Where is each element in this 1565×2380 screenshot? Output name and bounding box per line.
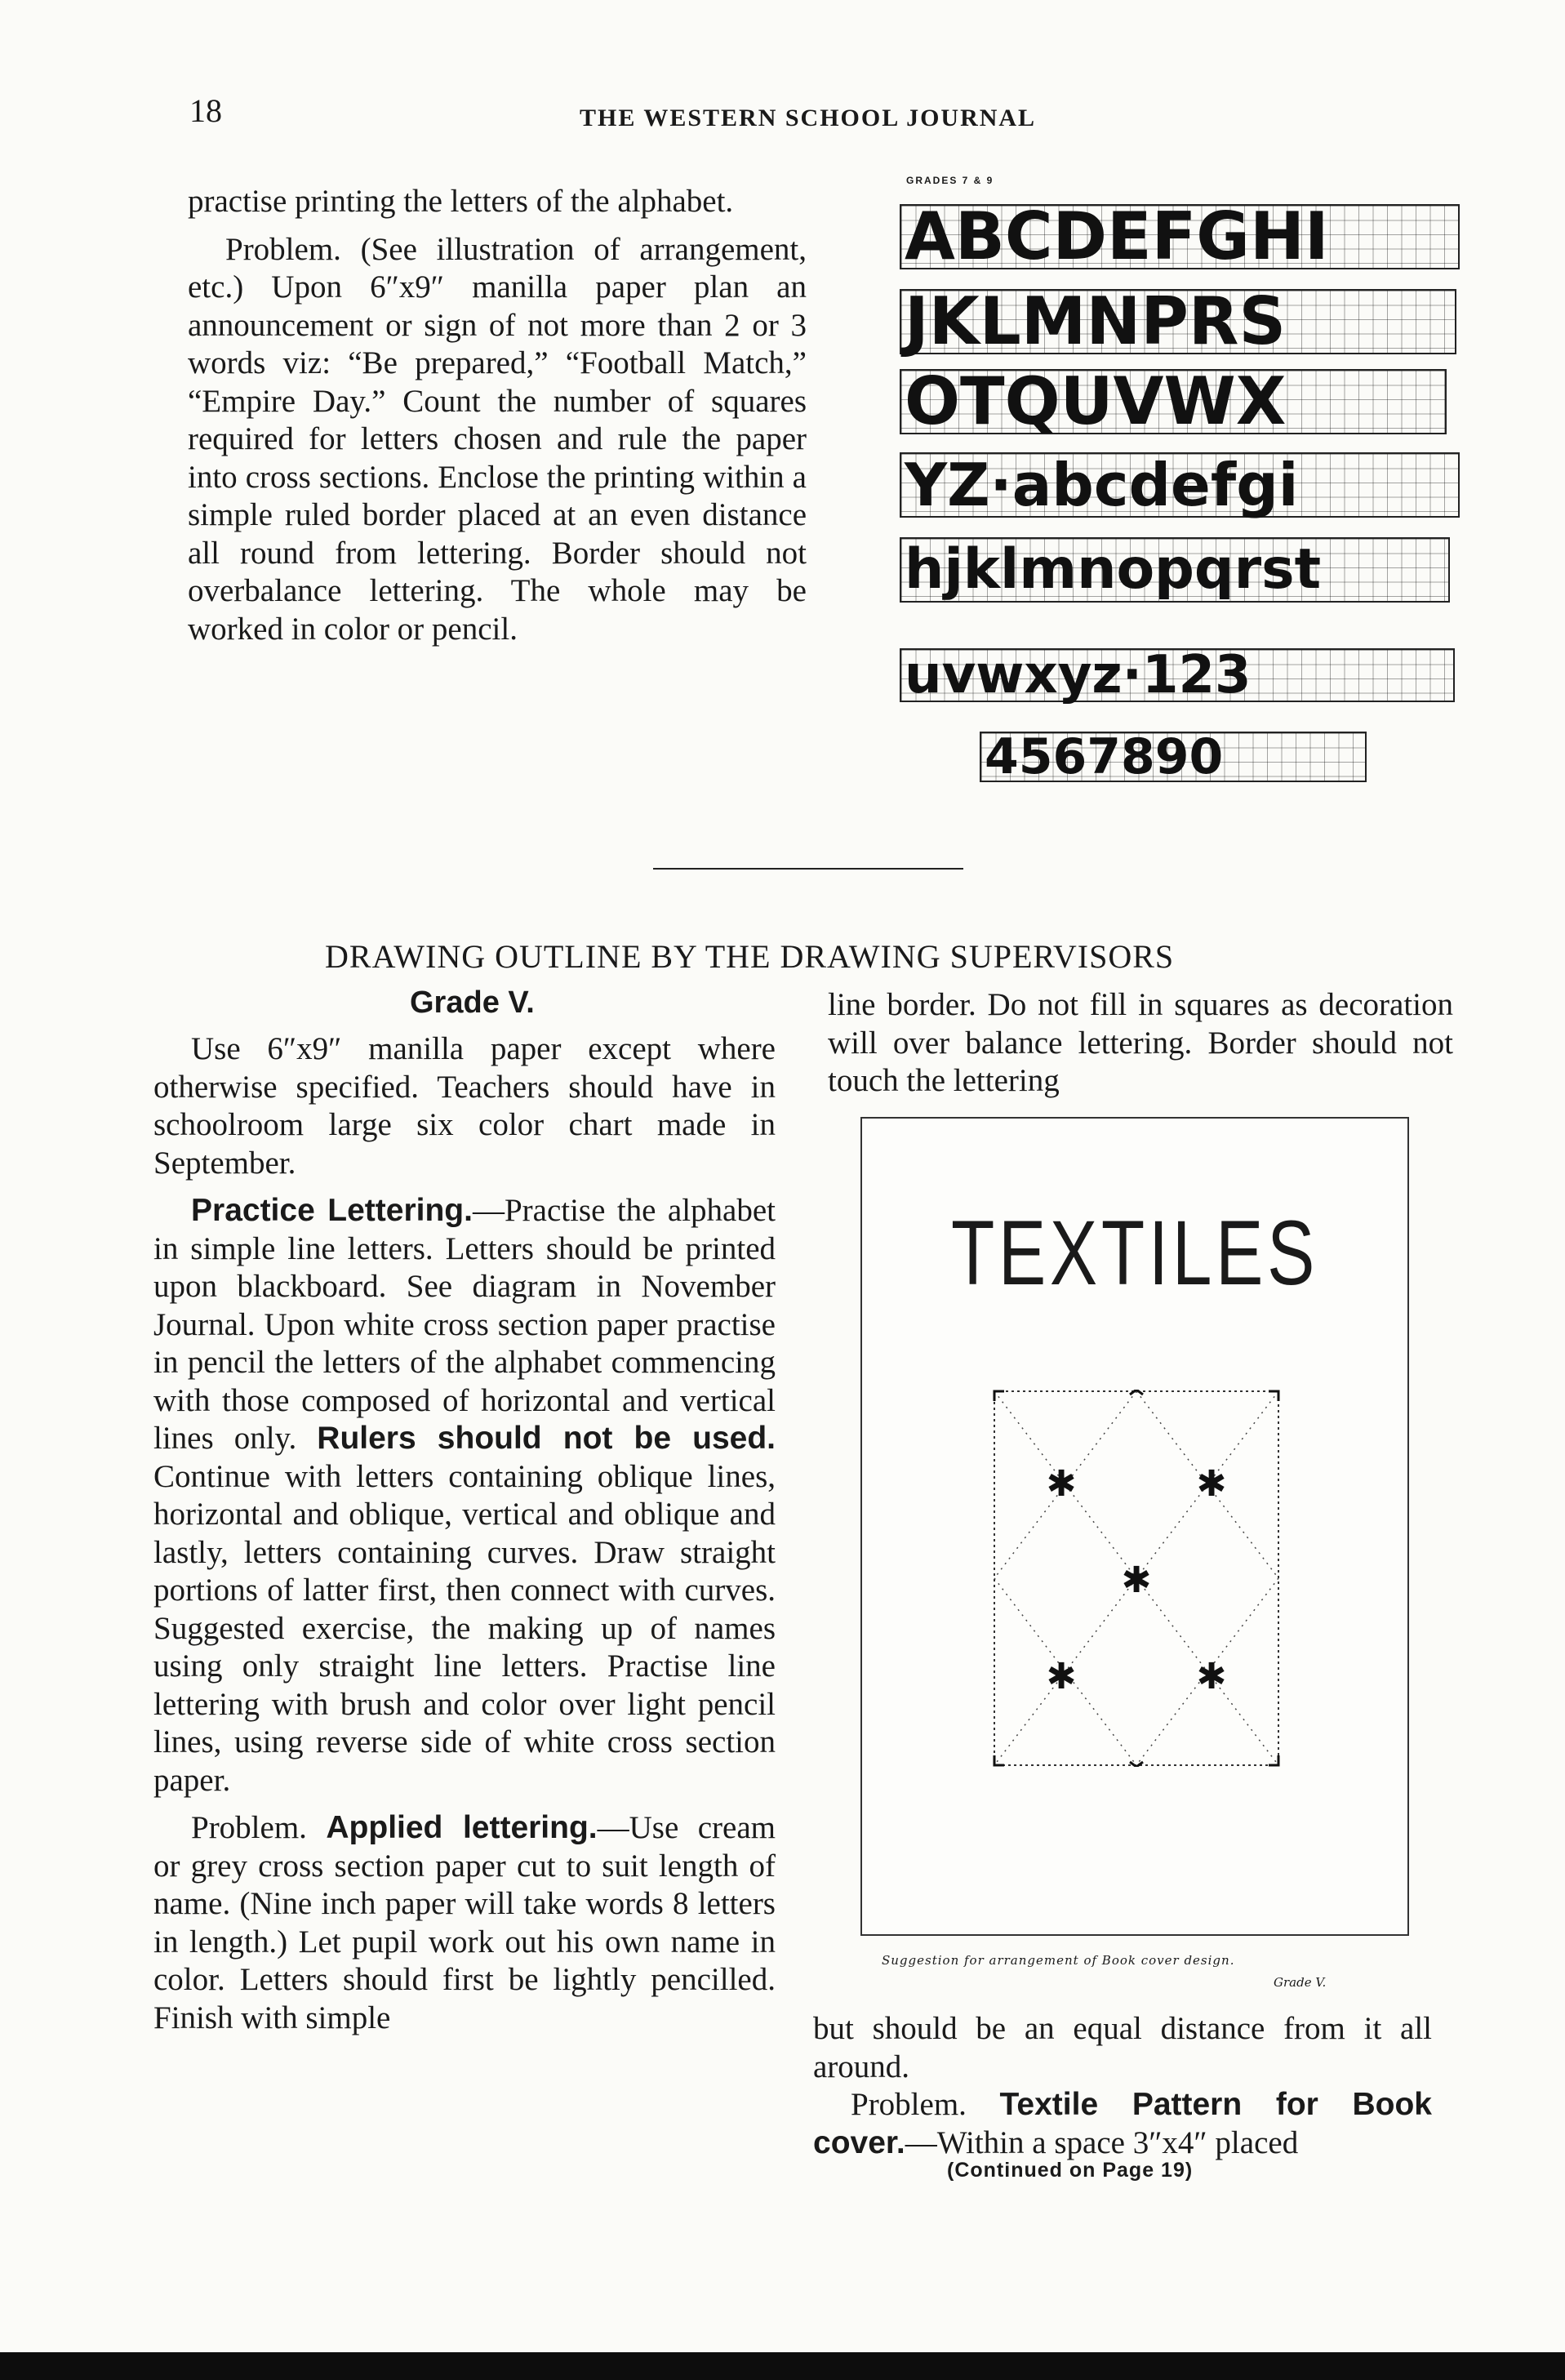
- section-title: DRAWING OUTLINE BY THE DRAWING SUPERVISORS: [325, 938, 1175, 975]
- scan-edge-bar: [0, 2352, 1565, 2380]
- section-divider: [653, 868, 963, 870]
- top-left-paragraph-2: Problem. (See illustration of arrangement, etc.) Upon 6″x9″ manilla paper plan an announcement or sign of not more than 2 or 3 words viz: “Be prepared,” “Football Match,” “Empire Day.” Count the number of squares required for letters chosen and rule the paper into cross sections. Enclose the printing within a simple ruled border placed at an even distance all round from lettering. Border should not overbalance lettering. The whole may be worked in color or pencil.: [188, 231, 807, 647]
- running-head: THE WESTERN SCHOOL JOURNAL: [580, 105, 1037, 131]
- star-mark: ✱: [1046, 1656, 1077, 1697]
- page-number: 18: [189, 92, 222, 129]
- illustration-caption-grade: Grade V.: [1274, 1975, 1327, 1990]
- alphabet-row-4: YZ·abcdefgi: [900, 452, 1460, 518]
- alphabet-row-5: hjklmnopqrst: [900, 537, 1450, 603]
- alphabet-row-1: ABCDEFGHI: [900, 204, 1460, 269]
- right-top-paragraph: line border. Do not fill in squares as decoration will over balance lettering. Border should not touch the lettering: [828, 987, 1453, 1098]
- pattern-stars: [1047, 1463, 1227, 1697]
- alphabet-row-2: JKLMNPRS: [900, 289, 1456, 354]
- bookcover-title: TEXTILES: [950, 1202, 1319, 1304]
- practice-lettering-text-2: Continue with letters containing oblique lines, horizontal and oblique, vertical and oblique and lastly, letters containing curves. Draw straight portions of latter first, then connect with curves. Suggested exercise, the making up of names using only straight line letters. Practise line lettering with brush and color over light pencil lines, using reverse side of white cross section paper.: [153, 1458, 776, 1798]
- textile-pattern-paragraph: [813, 2086, 1432, 2162]
- textile-pattern-text: —Within a space 3″x4″ placed: [905, 2124, 1299, 2160]
- star-mark: ✱: [1196, 1656, 1227, 1697]
- alphabet-chart-label: GRADES 7 & 9: [906, 175, 994, 186]
- left-column: [153, 1030, 776, 2047]
- practice-lettering-paragraph: [153, 1192, 776, 1799]
- illustration-caption: Suggestion for arrangement of Book cover design.: [882, 1953, 1235, 1968]
- alphabet-row-3: OTQUVWX: [900, 369, 1447, 434]
- applied-problem-label: Problem.: [191, 1810, 307, 1845]
- applied-lettering-text: —Use cream or grey cross section paper cut to suit length of name. (Nine inch paper will take words 8 letters in length.) Let pupil work out his own name in color. Letters should first be lightly pencilled. Finish with simple: [153, 1810, 776, 2035]
- textile-problem-label: Problem.: [851, 2087, 967, 2122]
- grade-heading: Grade V.: [410, 985, 535, 1020]
- bookcover-illustration: [860, 1117, 1409, 1936]
- top-left-column: [188, 183, 807, 658]
- practice-lettering-text-1: —Practise the alphabet in simple line letters. Letters should be printed upon blackboard. See diagram in November Journal. Upon white cross section paper practise in pencil the letters of the alphabet commencing with those composed of horizontal and vertical lines only.: [153, 1193, 776, 1456]
- intro-paragraph: Use 6″x9″ manilla paper except where otherwise specified. Teachers should have in schoolroom large six color chart made in September.: [153, 1031, 776, 1181]
- textile-pattern-heading: Textile Pattern for Book cover.: [813, 2087, 1432, 2160]
- alphabet-row-6: uvwxyz·123: [900, 648, 1455, 702]
- star-mark: ✱: [1196, 1463, 1227, 1505]
- alphabet-chart: [896, 175, 1468, 795]
- textile-pattern: [993, 1390, 1280, 1767]
- top-left-paragraph-1: practise printing the letters of the alphabet.: [188, 184, 734, 219]
- right-column-top: [828, 986, 1453, 1110]
- star-mark: ✱: [1121, 1559, 1152, 1601]
- continued-note: (Continued on Page 19): [947, 2159, 1194, 2182]
- star-mark: ✱: [1046, 1463, 1077, 1505]
- right-column-bottom: [813, 2010, 1432, 2172]
- alphabet-row-7: 4567890: [980, 732, 1367, 782]
- right-bottom-paragraph-1: but should be an equal distance from it all around.: [813, 2011, 1432, 2084]
- applied-lettering-paragraph: [153, 1809, 776, 2037]
- practice-lettering-heading: Practice Lettering.: [191, 1193, 473, 1228]
- rulers-warning: Rulers should not be used.: [317, 1421, 776, 1456]
- applied-lettering-heading: Applied lettering.: [326, 1810, 598, 1845]
